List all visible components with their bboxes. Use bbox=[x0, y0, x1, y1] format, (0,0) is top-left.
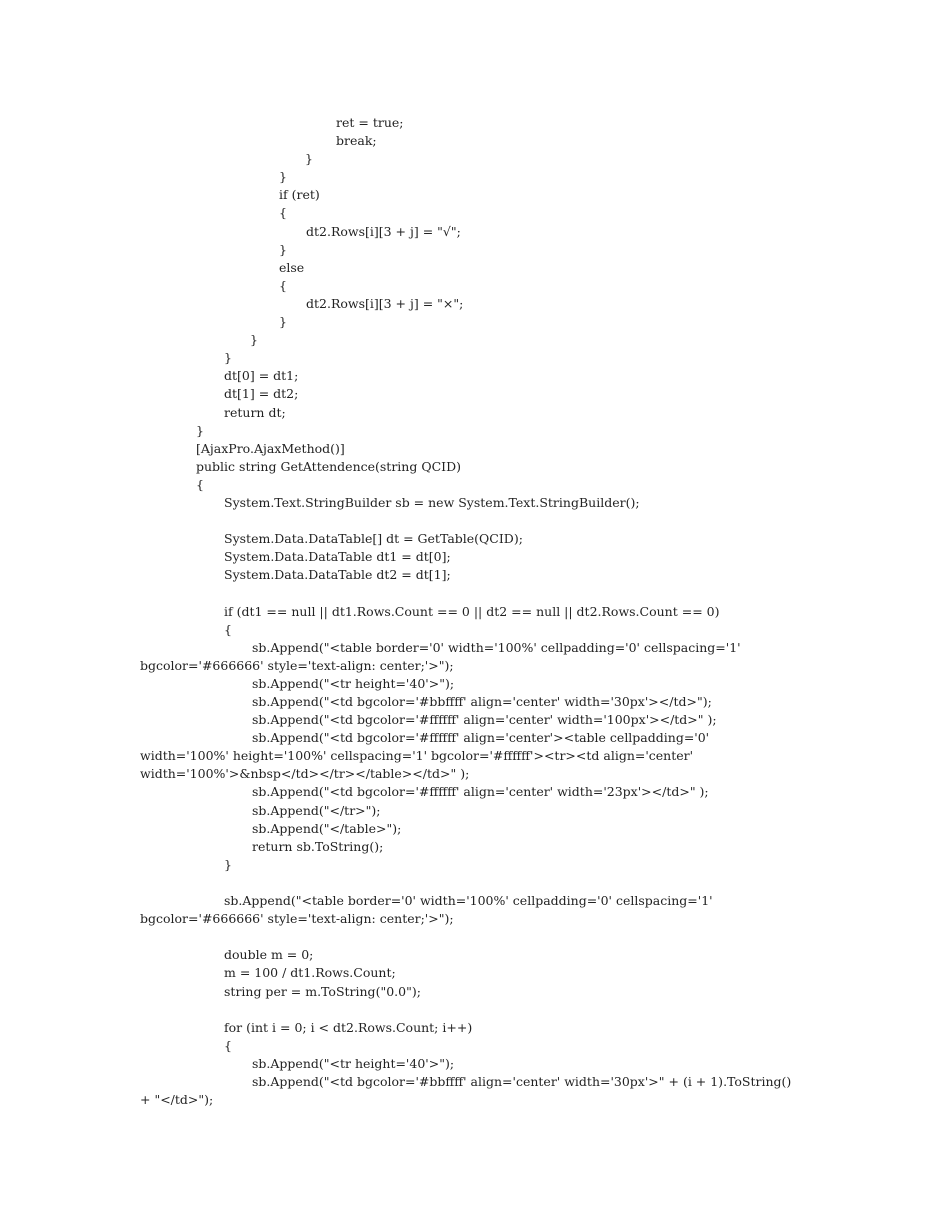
code-line: width='100%'>&nbsp</td></tr></table></td>" ); bbox=[140, 766, 470, 782]
code-line: } bbox=[305, 151, 313, 167]
code-line: sb.Append("<tr height='40'>"); bbox=[252, 1055, 455, 1071]
code-line: bgcolor='#666666' style='text-align: center;'>"); bbox=[140, 911, 454, 927]
code-line: System.Data.DataTable[] dt = GetTable(QCID); bbox=[224, 531, 523, 547]
code-line: { bbox=[279, 205, 287, 221]
code-line: System.Text.StringBuilder sb = new System.Text.StringBuilder(); bbox=[224, 494, 640, 510]
code-line: + "</td>"); bbox=[140, 1092, 214, 1108]
code-block bbox=[0, 114, 950, 1109]
code-line: else bbox=[279, 259, 305, 275]
code-line: System.Data.DataTable dt2 = dt[1]; bbox=[224, 567, 451, 583]
code-line: sb.Append("</table>"); bbox=[252, 820, 402, 836]
code-line: sb.Append("</tr>"); bbox=[252, 802, 381, 818]
code-line: sb.Append("<td bgcolor='#ffffff' align='center' width='23px'></td>" ); bbox=[252, 784, 709, 800]
code-line: sb.Append("<tr height='40'>"); bbox=[252, 675, 455, 691]
code-line: sb.Append("<td bgcolor='#bbffff' align='center' width='30px'></td>"); bbox=[252, 694, 712, 709]
code-line: ret = true; bbox=[336, 115, 404, 130]
code-line: m = 100 / dt1.Rows.Count; bbox=[224, 965, 396, 981]
code-line: dt2.Rows[i][3 + j] = "×"; bbox=[306, 295, 464, 311]
code-line: width='100%' height='100%' cellspacing='1' bgcolor='#ffffff'><tr><td align='center' bbox=[140, 748, 694, 764]
code-line: { bbox=[224, 621, 232, 637]
code-line: sb.Append("<td bgcolor='#bbffff' align='center' width='30px'>" + (i + 1).ToString() bbox=[252, 1073, 792, 1089]
code-line: public string GetAttendence(string QCID) bbox=[196, 458, 461, 474]
code-line: sb.Append("<table border='0' width='100%' cellpadding='0' cellspacing='1' bbox=[252, 639, 741, 655]
code-line: } bbox=[279, 169, 287, 185]
code-line: dt[0] = dt1; bbox=[224, 368, 299, 384]
code-line: if (dt1 == null || dt1.Rows.Count == 0 || dt2 == null || dt2.Rows.Count == 0) bbox=[224, 603, 720, 619]
code-line bbox=[0, 512, 950, 530]
code-line: break; bbox=[336, 133, 377, 149]
code-line: } bbox=[224, 350, 232, 366]
code-line: sb.Append("<td bgcolor='#ffffff' align='center'><table cellpadding='0' bbox=[252, 730, 710, 746]
code-line: { bbox=[224, 1037, 232, 1053]
code-line: for (int i = 0; i < dt2.Rows.Count; i++) bbox=[224, 1019, 473, 1035]
code-line bbox=[0, 1001, 950, 1019]
code-line: sb.Append("<table border='0' width='100%' cellpadding='0' cellspacing='1' bbox=[224, 893, 713, 909]
code-line: } bbox=[224, 856, 232, 872]
code-line: } bbox=[196, 422, 204, 438]
code-line bbox=[0, 928, 950, 946]
code-line: } bbox=[279, 241, 287, 257]
code-line: { bbox=[196, 476, 204, 492]
code-line: if (ret) bbox=[279, 187, 320, 203]
code-line: } bbox=[250, 332, 258, 348]
code-line bbox=[0, 584, 950, 602]
code-line: bgcolor='#666666' style='text-align: center;'>"); bbox=[140, 657, 454, 673]
code-line: } bbox=[279, 314, 287, 330]
code-line: dt[1] = dt2; bbox=[224, 386, 299, 402]
code-line: System.Data.DataTable dt1 = dt[0]; bbox=[224, 549, 451, 565]
code-line: sb.Append("<td bgcolor='#ffffff' align='center' width='100px'></td>" ); bbox=[252, 712, 717, 728]
code-line: [AjaxPro.AjaxMethod()] bbox=[196, 440, 345, 456]
code-line bbox=[0, 874, 950, 892]
code-line: string per = m.ToString("0.0"); bbox=[224, 983, 421, 999]
code-line: return dt; bbox=[224, 404, 286, 420]
code-line: return sb.ToString(); bbox=[252, 838, 384, 854]
code-line: { bbox=[279, 277, 287, 293]
code-line: double m = 0; bbox=[224, 947, 314, 963]
code-line: dt2.Rows[i][3 + j] = "√"; bbox=[306, 223, 461, 239]
